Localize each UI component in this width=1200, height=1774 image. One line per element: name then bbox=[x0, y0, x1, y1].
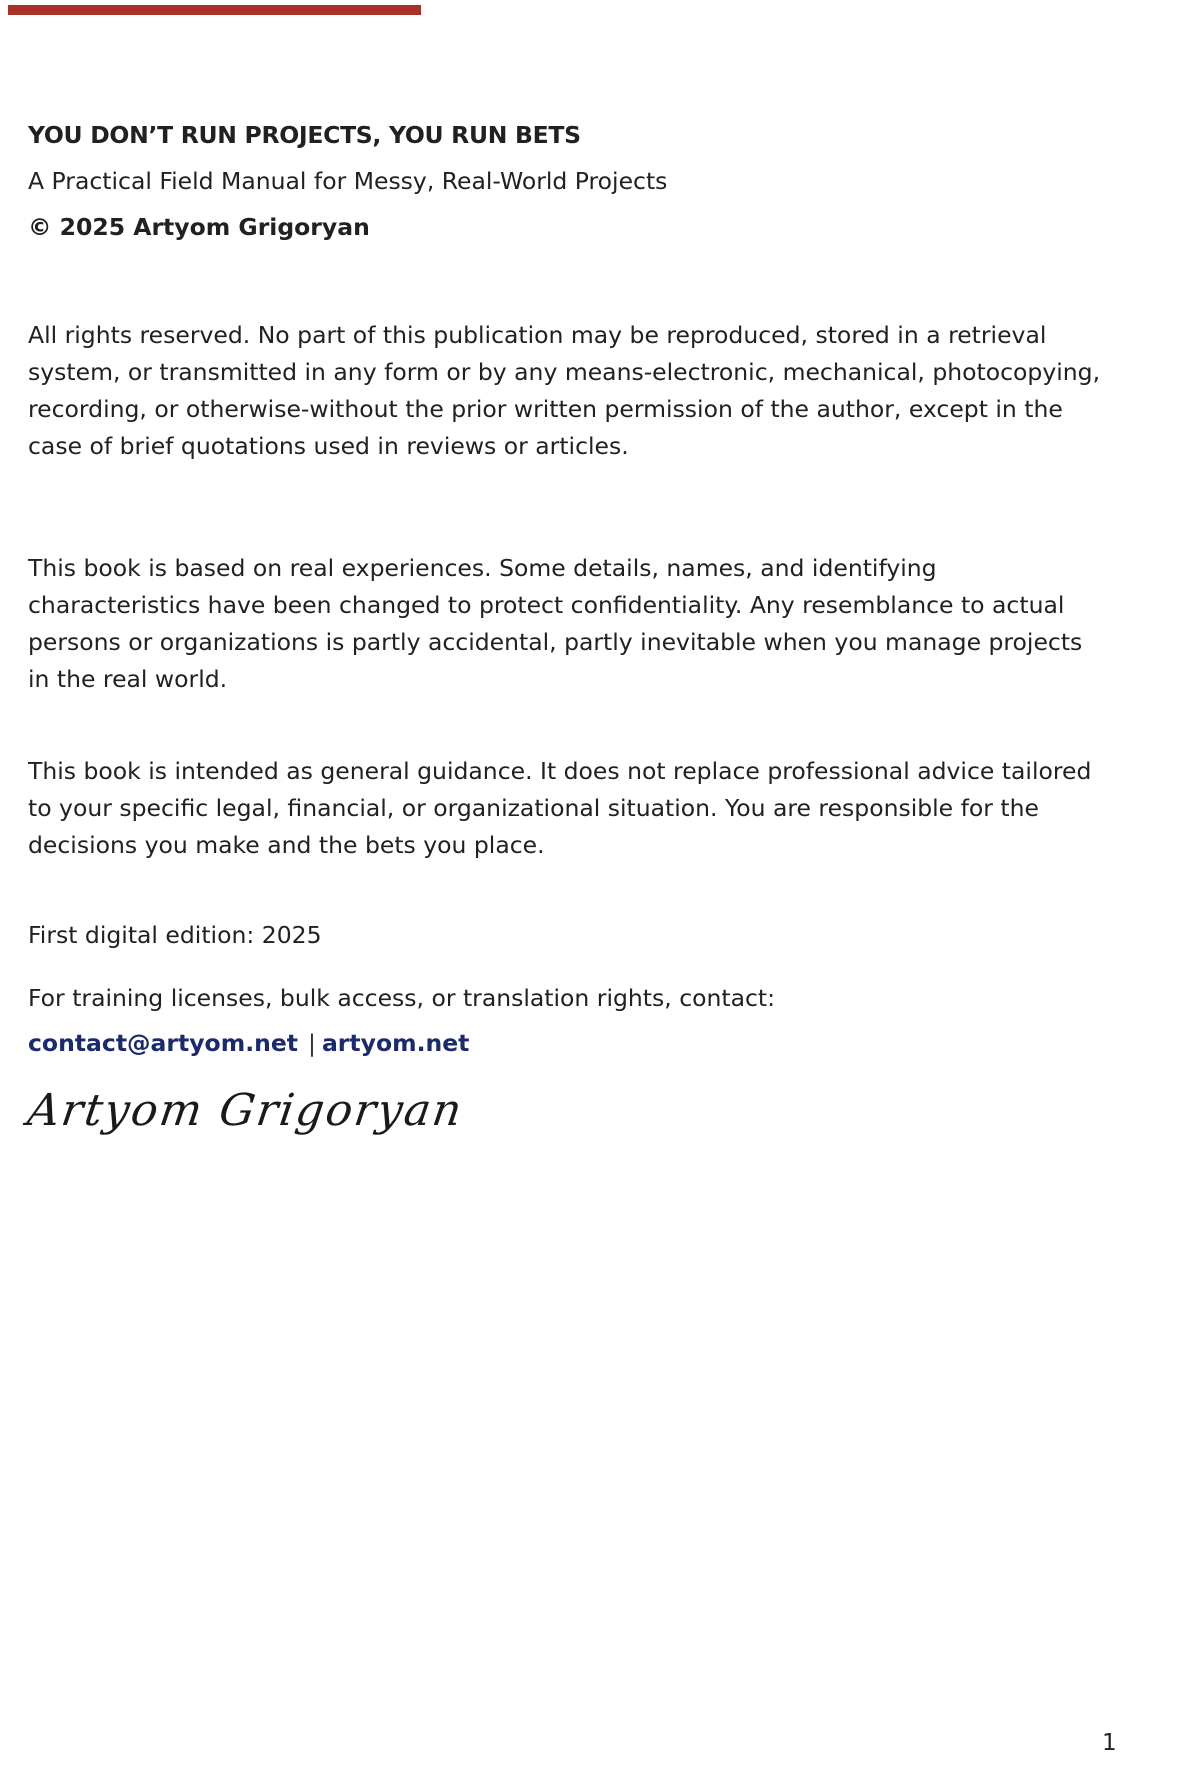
book-subtitle: A Practical Field Manual for Messy, Real-World Projects bbox=[28, 167, 668, 195]
contact-separator: | bbox=[308, 1029, 316, 1057]
rights-paragraph-line: system, or transmitted in any form or by any means-electronic, mechanical, photocopying, bbox=[28, 358, 1101, 386]
rights-paragraph-line: case of brief quotations used in reviews or articles. bbox=[28, 432, 629, 460]
guidance-paragraph-line: This book is intended as general guidance. It does not replace professional advice tailored bbox=[28, 757, 1092, 785]
rights-paragraph-line: recording, or otherwise-without the prior written permission of the author, except in the bbox=[28, 395, 1063, 423]
guidance-paragraph bbox=[28, 753, 1178, 864]
edition-line: First digital edition: 2025 bbox=[28, 921, 322, 949]
guidance-paragraph-line: to your specific legal, financial, or organizational situation. You are responsible for the bbox=[28, 794, 1039, 822]
rights-paragraph bbox=[28, 317, 1178, 465]
rights-paragraph-line: All rights reserved. No part of this publication may be reproduced, stored in a retrieval bbox=[28, 321, 1047, 349]
disclaimer-paragraph-line: This book is based on real experiences. Some details, names, and identifying bbox=[28, 554, 937, 582]
book-title: YOU DON’T RUN PROJECTS, YOU RUN BETS bbox=[28, 121, 581, 149]
contact-line bbox=[28, 1025, 1178, 1062]
page-number: 1 bbox=[1102, 1730, 1117, 1756]
website-link[interactable]: artyom.net bbox=[321, 1029, 470, 1057]
disclaimer-paragraph-line: persons or organizations is partly accidental, partly inevitable when you manage projects bbox=[28, 628, 1083, 656]
author-signature: Artyom Grigoryan bbox=[24, 1085, 467, 1136]
contact-intro: For training licenses, bulk access, or translation rights, contact: bbox=[28, 984, 776, 1012]
copyright-page bbox=[24, 0, 1178, 1146]
disclaimer-paragraph bbox=[28, 550, 1178, 698]
disclaimer-paragraph-line: characteristics have been changed to protect confidentiality. Any resemblance to actual bbox=[28, 591, 1065, 619]
contact-email-link[interactable]: contact@artyom.net bbox=[28, 1029, 299, 1057]
guidance-paragraph-line: decisions you make and the bets you place. bbox=[28, 831, 545, 859]
copyright-notice: © 2025 Artyom Grigoryan bbox=[28, 213, 370, 241]
disclaimer-paragraph-line: in the real world. bbox=[28, 665, 228, 693]
